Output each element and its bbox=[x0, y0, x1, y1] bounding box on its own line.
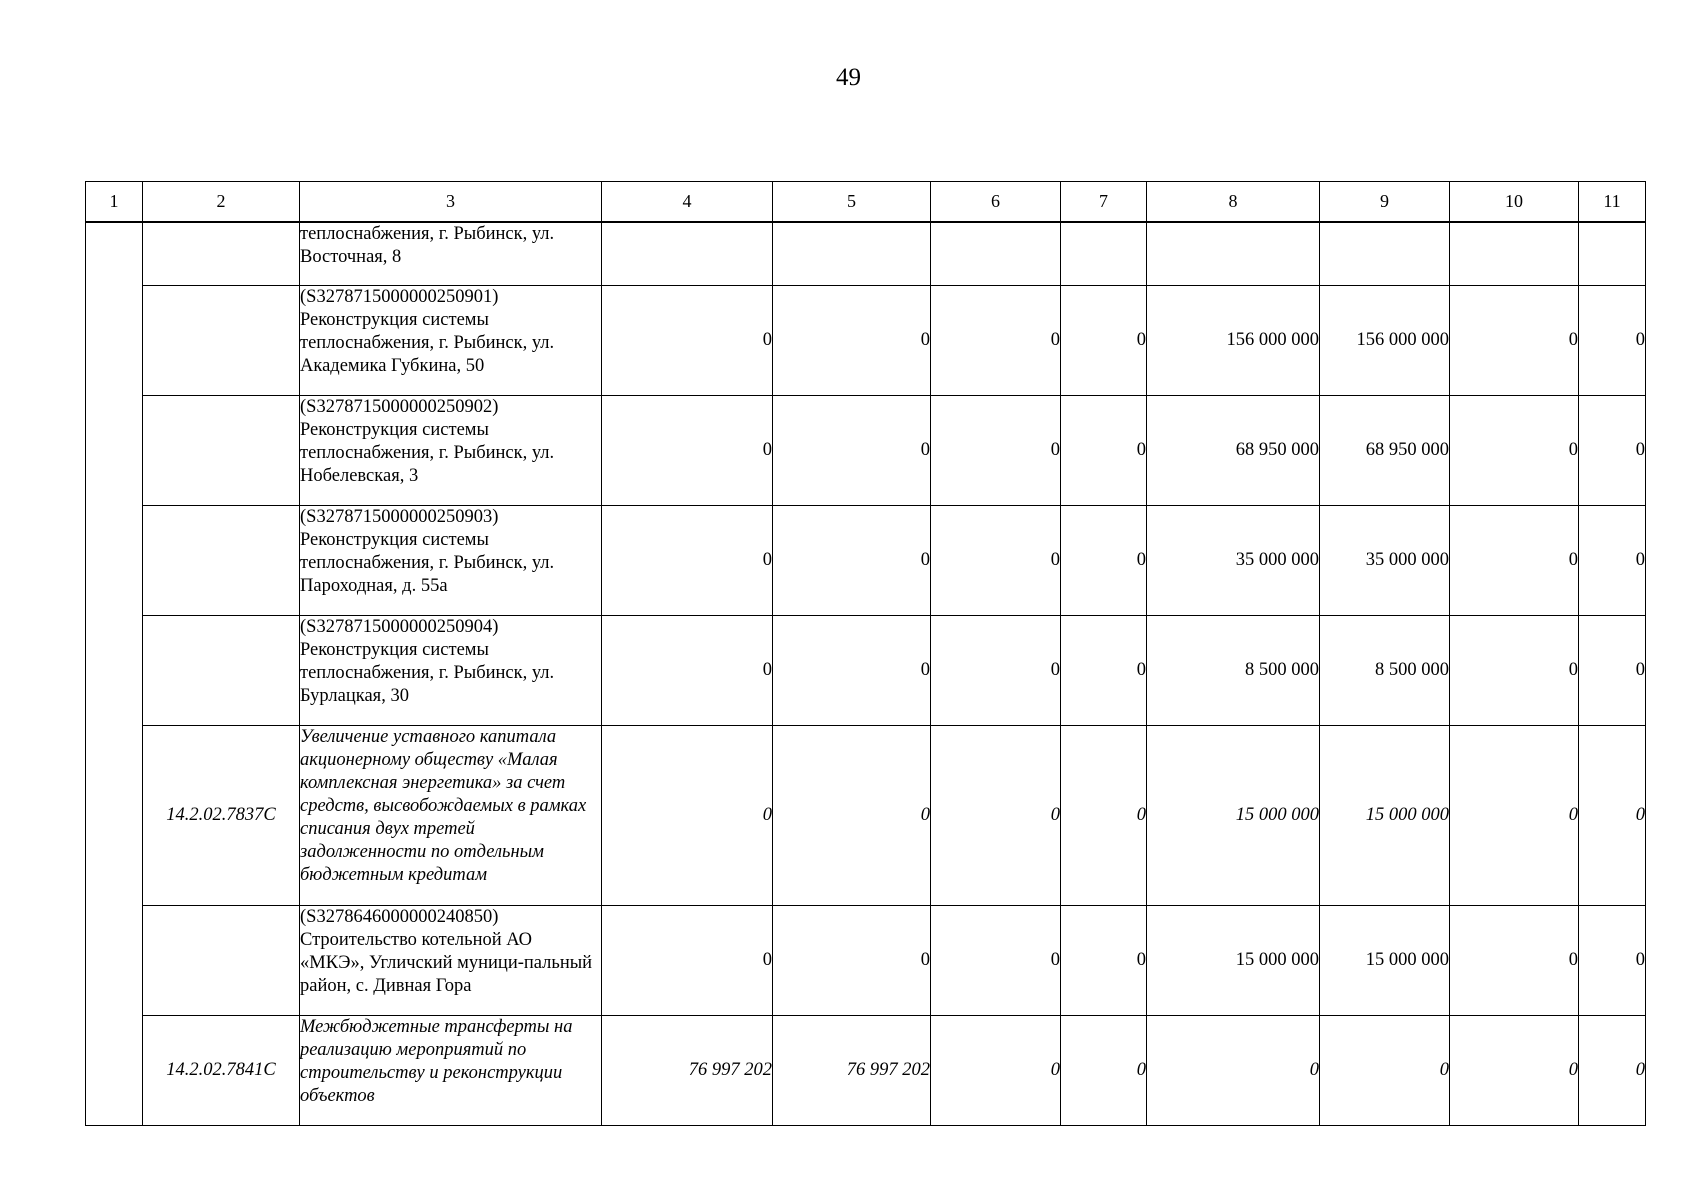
value-cell: 0 bbox=[1320, 1015, 1450, 1125]
value-cell: 0 bbox=[1450, 395, 1579, 505]
value-cell: 0 bbox=[1450, 285, 1579, 395]
value-cell bbox=[1450, 222, 1579, 285]
value-cell: 0 bbox=[1147, 1015, 1320, 1125]
value-cell: 35 000 000 bbox=[1147, 505, 1320, 615]
column-header: 7 bbox=[1061, 182, 1147, 223]
value-cell: 0 bbox=[1450, 905, 1579, 1015]
value-cell: 0 bbox=[602, 285, 773, 395]
code-cell: 14.2.02.7841С bbox=[143, 1015, 300, 1125]
value-cell: 0 bbox=[773, 505, 931, 615]
value-cell: 0 bbox=[1061, 395, 1147, 505]
code-cell bbox=[143, 285, 300, 395]
header-row bbox=[86, 182, 1646, 223]
value-cell: 76 997 202 bbox=[773, 1015, 931, 1125]
code-cell bbox=[143, 395, 300, 505]
table-row bbox=[86, 285, 1646, 395]
value-cell: 68 950 000 bbox=[1320, 395, 1450, 505]
name-cell: теплоснабжения, г. Рыбинск, ул. Восточная, 8 bbox=[300, 222, 602, 285]
table-row bbox=[86, 395, 1646, 505]
value-cell: 0 bbox=[931, 725, 1061, 905]
value-cell: 156 000 000 bbox=[1320, 285, 1450, 395]
value-cell bbox=[1061, 222, 1147, 285]
name-cell: Межбюджетные трансферты на реализацию мероприятий по строительству и реконструкции объектов bbox=[300, 1015, 602, 1125]
column-header: 10 bbox=[1450, 182, 1579, 223]
value-cell: 0 bbox=[1579, 1015, 1646, 1125]
code-cell bbox=[143, 905, 300, 1015]
value-cell: 156 000 000 bbox=[1147, 285, 1320, 395]
value-cell: 15 000 000 bbox=[1147, 725, 1320, 905]
value-cell: 0 bbox=[931, 1015, 1061, 1125]
name-cell: (S3278715000000250904) Реконструкция системы теплоснабжения, г. Рыбинск, ул. Бурлацкая, 30 bbox=[300, 615, 602, 725]
column-header: 1 bbox=[86, 182, 143, 223]
value-cell: 0 bbox=[1061, 725, 1147, 905]
value-cell: 0 bbox=[602, 725, 773, 905]
column-header: 3 bbox=[300, 182, 602, 223]
value-cell: 0 bbox=[1061, 615, 1147, 725]
value-cell: 0 bbox=[931, 285, 1061, 395]
value-cell: 0 bbox=[1579, 395, 1646, 505]
value-cell: 0 bbox=[931, 395, 1061, 505]
value-cell: 0 bbox=[1061, 1015, 1147, 1125]
value-cell: 0 bbox=[602, 905, 773, 1015]
value-cell: 0 bbox=[773, 395, 931, 505]
code-cell bbox=[143, 505, 300, 615]
value-cell bbox=[1320, 222, 1450, 285]
value-cell bbox=[1147, 222, 1320, 285]
table-row bbox=[86, 505, 1646, 615]
column-header: 8 bbox=[1147, 182, 1320, 223]
value-cell: 0 bbox=[1061, 285, 1147, 395]
value-cell: 15 000 000 bbox=[1147, 905, 1320, 1015]
table-body bbox=[86, 222, 1646, 1125]
value-cell: 0 bbox=[1579, 285, 1646, 395]
table-row bbox=[86, 222, 1646, 285]
table-row bbox=[86, 905, 1646, 1015]
name-cell: Увеличение уставного капитала акционерному обществу «Малая комплексная энергетика» за счет средств, высвобождаемых в рамках списания двух третей задолженности по отдельным бюджетным кредитам bbox=[300, 725, 602, 905]
name-cell: (S3278715000000250903) Реконструкция системы теплоснабжения, г. Рыбинск, ул. Пароходная, д. 55а bbox=[300, 505, 602, 615]
name-cell: (S3278715000000250902) Реконструкция системы теплоснабжения, г. Рыбинск, ул. Нобелевская, 3 bbox=[300, 395, 602, 505]
value-cell: 68 950 000 bbox=[1147, 395, 1320, 505]
value-cell: 0 bbox=[602, 395, 773, 505]
column-header: 11 bbox=[1579, 182, 1646, 223]
value-cell: 0 bbox=[602, 615, 773, 725]
budget-table bbox=[85, 181, 1646, 1126]
value-cell: 76 997 202 bbox=[602, 1015, 773, 1125]
column-header: 9 bbox=[1320, 182, 1450, 223]
name-cell: (S3278715000000250901) Реконструкция системы теплоснабжения, г. Рыбинск, ул. Академика Губкина, 50 bbox=[300, 285, 602, 395]
value-cell: 0 bbox=[773, 285, 931, 395]
value-cell: 15 000 000 bbox=[1320, 905, 1450, 1015]
column-header: 2 bbox=[143, 182, 300, 223]
value-cell: 0 bbox=[931, 505, 1061, 615]
value-cell: 0 bbox=[773, 725, 931, 905]
name-cell: (S3278646000000240850) Строительство котельной АО «МКЭ», Угличский муници-пальный район, с. Дивная Гора bbox=[300, 905, 602, 1015]
value-cell: 35 000 000 bbox=[1320, 505, 1450, 615]
code-cell bbox=[143, 615, 300, 725]
value-cell: 0 bbox=[1579, 905, 1646, 1015]
value-cell bbox=[602, 222, 773, 285]
value-cell: 0 bbox=[773, 615, 931, 725]
value-cell: 0 bbox=[1579, 615, 1646, 725]
value-cell: 0 bbox=[773, 905, 931, 1015]
value-cell bbox=[931, 222, 1061, 285]
value-cell: 0 bbox=[1450, 725, 1579, 905]
value-cell bbox=[773, 222, 931, 285]
column-header: 5 bbox=[773, 182, 931, 223]
value-cell: 0 bbox=[931, 905, 1061, 1015]
value-cell: 0 bbox=[1450, 615, 1579, 725]
code-cell: 14.2.02.7837С bbox=[143, 725, 300, 905]
column-header: 6 bbox=[931, 182, 1061, 223]
value-cell: 15 000 000 bbox=[1320, 725, 1450, 905]
table-row bbox=[86, 1015, 1646, 1125]
value-cell: 8 500 000 bbox=[1147, 615, 1320, 725]
page-number: 49 bbox=[836, 64, 861, 91]
value-cell: 0 bbox=[1579, 505, 1646, 615]
column-header: 4 bbox=[602, 182, 773, 223]
value-cell: 0 bbox=[1061, 905, 1147, 1015]
value-cell: 8 500 000 bbox=[1320, 615, 1450, 725]
table-row bbox=[86, 615, 1646, 725]
code-cell bbox=[143, 222, 300, 285]
value-cell: 0 bbox=[1579, 725, 1646, 905]
section-number-cell bbox=[86, 222, 143, 1125]
value-cell: 0 bbox=[1061, 505, 1147, 615]
value-cell: 0 bbox=[931, 615, 1061, 725]
table-row bbox=[86, 725, 1646, 905]
value-cell: 0 bbox=[1450, 505, 1579, 615]
value-cell: 0 bbox=[1450, 1015, 1579, 1125]
value-cell bbox=[1579, 222, 1646, 285]
value-cell: 0 bbox=[602, 505, 773, 615]
